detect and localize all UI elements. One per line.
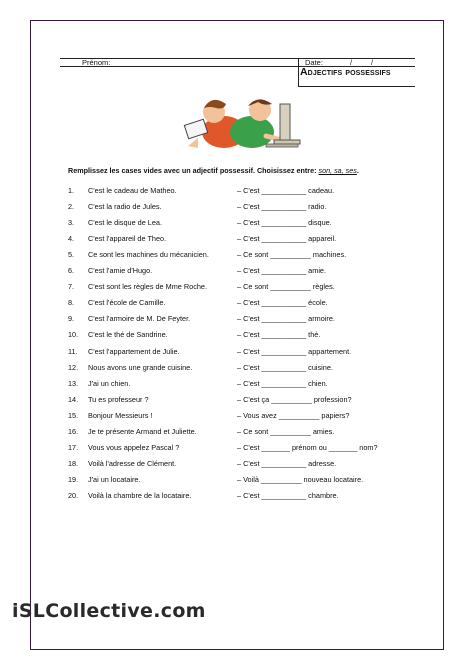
exercise-question: Je te présente Armand et Juliette.	[88, 426, 197, 436]
exercise-answer: – Ce sont __________ machines.	[237, 250, 347, 260]
exercise-number: 4.	[68, 234, 75, 244]
exercise-question: C'est l'appartement de Julie.	[88, 346, 180, 356]
exercise-row	[68, 411, 428, 423]
exercise-row	[68, 298, 428, 310]
first-name-label: Prénom:	[82, 58, 111, 67]
exercise-question: C'est la radio de Jules.	[88, 202, 162, 212]
exercise-number: 8.	[68, 298, 75, 308]
exercise-answer: – C'est ___________ adresse.	[237, 458, 337, 468]
exercise-answer: – C'est ___________ appartement.	[237, 346, 352, 356]
date-label: Date:	[305, 58, 323, 67]
exercise-row	[68, 491, 428, 503]
exercise-number: 9.	[68, 314, 75, 324]
exercise-row	[68, 347, 428, 359]
exercise-question: C'est sont les règles de Mme Roche.	[88, 282, 208, 292]
exercise-number: 16.	[68, 426, 79, 436]
exercise-number: 15.	[68, 410, 79, 420]
exercise-answer: – Voilà __________ nouveau locataire.	[237, 474, 364, 484]
title-underline	[298, 86, 415, 87]
exercise-number: 1.	[68, 186, 75, 195]
exercise-question: J'ai un chien.	[88, 378, 131, 388]
exercise-row	[68, 443, 428, 455]
exercise-number: 17.	[68, 442, 79, 452]
exercise-question: C'est le thé de Sandrine.	[88, 330, 168, 340]
instructions	[68, 166, 428, 175]
exercise-number: 5.	[68, 250, 75, 260]
exercise-number: 18.	[68, 458, 79, 468]
students-at-computer-illustration	[168, 88, 310, 152]
site-logo: iSLCollective.com	[12, 600, 206, 622]
exercise-answer: – C'est _______ prénom ou _______ nom?	[237, 442, 378, 452]
exercise-number: 3.	[68, 218, 75, 228]
exercise-answer: – C'est ___________ école.	[237, 298, 328, 308]
exercise-answer: – Ce sont __________ amies.	[237, 426, 335, 436]
exercise-answer: – C'est ___________ armoire.	[237, 314, 335, 324]
exercise-question: C'est le cadeau de Matheo.	[88, 186, 177, 195]
exercise-number: 13.	[68, 378, 79, 388]
date-separator: /	[371, 58, 374, 67]
exercise-row	[68, 475, 428, 487]
exercise-answer: – C'est ___________ chambre.	[237, 490, 339, 500]
exercise-question: Voilà la chambre de la locataire.	[88, 490, 192, 500]
exercise-question: Voilà l'adresse de Clément.	[88, 458, 177, 468]
instructions-text: Remplissez les cases vides avec un adjectif possessif. Choisissez entre:	[68, 166, 319, 175]
exercise-number: 6.	[68, 266, 75, 276]
exercise-answer: – C'est ___________ cuisine.	[237, 362, 333, 372]
exercise-question: Tu es professeur ?	[88, 394, 149, 404]
exercise-question: C'est l'appareil de Theo.	[88, 234, 167, 244]
exercise-row	[68, 379, 428, 391]
worksheet-title: Adjectifs possessifs	[300, 66, 391, 78]
instructions-end: .	[356, 166, 359, 175]
date-separator: /	[350, 58, 353, 67]
exercise-row	[68, 314, 428, 326]
exercise-question: Ce sont les machines du mécanicien.	[88, 250, 209, 260]
exercise-number: 7.	[68, 282, 75, 292]
exercise-row	[68, 266, 428, 278]
exercise-number: 19.	[68, 474, 79, 484]
exercise-number: 14.	[68, 394, 79, 404]
exercise-row	[68, 363, 428, 375]
exercise-answer: – C'est ___________ disque.	[237, 218, 332, 228]
exercise-answer: – C'est ___________ thé.	[237, 330, 321, 340]
exercise-row	[68, 459, 428, 471]
exercise-answer: – C'est ça __________ profession?	[237, 394, 352, 404]
exercise-answer: – C'est ___________ appareil.	[237, 234, 337, 244]
exercise-row	[68, 186, 428, 198]
exercise-question: C'est l'école de Camille.	[88, 298, 166, 308]
exercise-row	[68, 250, 428, 262]
exercise-question: Nous avons une grande cuisine.	[88, 362, 193, 372]
exercise-number: 2.	[68, 202, 75, 212]
exercise-row	[68, 395, 428, 407]
exercise-number: 10.	[68, 330, 79, 340]
exercise-row	[68, 282, 428, 294]
exercise-answer: – C'est ___________ cadeau.	[237, 186, 335, 195]
header-divider	[298, 58, 299, 86]
exercise-row	[68, 427, 428, 439]
exercise-row	[68, 330, 428, 342]
exercise-row	[68, 202, 428, 214]
exercise-answer: – C'est ___________ chien.	[237, 378, 328, 388]
exercise-answer: – Ce sont __________ règles.	[237, 282, 335, 292]
exercise-question: J'ai un locataire.	[88, 474, 141, 484]
exercise-number: 11.	[68, 346, 78, 356]
exercise-question: Vous vous appelez Pascal ?	[88, 442, 180, 452]
exercise-row	[68, 218, 428, 230]
exercise-answer: – Vous avez __________ papiers?	[237, 410, 350, 420]
exercise-row	[68, 234, 428, 246]
instructions-options: son, sa, ses	[318, 166, 357, 175]
exercise-question: C'est le disque de Lea.	[88, 218, 163, 228]
exercise-question: C'est l'amie d'Hugo.	[88, 266, 153, 276]
header-top-line	[60, 58, 415, 59]
exercise-question: C'est l'armoire de M. De Feyter.	[88, 314, 191, 324]
exercise-question: Bonjour Messieurs !	[88, 410, 153, 420]
exercise-answer: – C'est ___________ amie.	[237, 266, 327, 276]
exercise-number: 12.	[68, 362, 79, 372]
exercise-answer: – C'est ___________ radio.	[237, 202, 327, 212]
exercise-number: 20.	[68, 490, 79, 500]
